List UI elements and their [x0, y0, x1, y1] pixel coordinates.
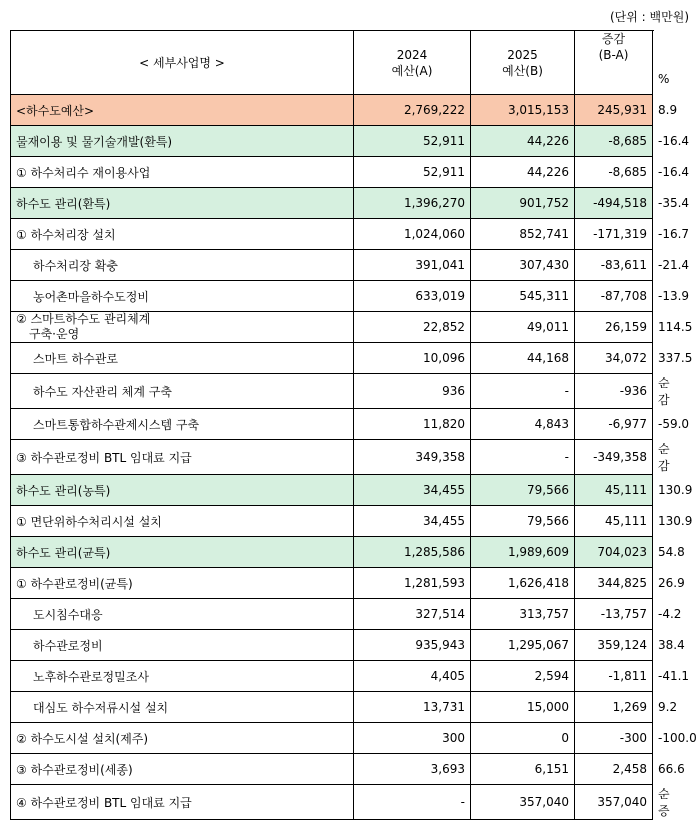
table-row: 하수처리장 확충 391,041 307,430 -83,611 -21.4 [11, 250, 653, 281]
table-row: 물재이용 및 물기술개발(환특) 52,911 44,226 -8,685 -16.4 [11, 126, 653, 157]
table-row: ① 하수관로정비(균특) 1,281,593 1,626,418 344,825 26.9 [11, 568, 653, 599]
header-2024: 2024 예산(A) [354, 31, 471, 95]
header-2025: 2025 예산(B) [471, 31, 575, 95]
table-row: 노후하수관로정밀조사 4,405 2,594 -1,811 -41.1 [11, 661, 653, 692]
table-row: 스마트통합하수관제시스템 구축 11,820 4,843 -6,977 -59.0 [11, 409, 653, 440]
budget-table: < 세부사업명 > 2024 예산(A) 2025 예산(B) 증감 (B-A) % <하수도예산> 2,769,222 3,015,153 245,931 8.9 물재이용 및 물기술개발(환특) 52,911 44,226 -8,685 -16.4 ① 하수처리수 재이용사업 52,911 44,226 -8,685 -16.4 하수도 관리(환특) 1,396,270 901,752 -494,518 -35.4 ① 하수처리장 설치 1,024,060 852,741 -171,319 -16.7 하수처리장 확충 391,041 307,430 -83,611 -21.4 농어촌마을하수도정비 633,019 545,311 -87,708 -13.9 ② 스마트하수도 관리체계 구축·운영 22,852 49,011 26,159 114.5 스마트 하수관로 10,096 44,168 34,072 337.5 하수도 자산관리 체계 구축 936 - -936 순감 스마트통합하수관제시스템 구축 11,820 4,843 -6,977 -59.0 ③ 하수관로정비 BTL 임대료 지급 349,358 - -349,358 순감 하수도 관리(농특) 34,455 79,566 45,111 130.9 ① 면단위하수처리시설 설치 34,455 79,566 45,111 130.9 하수도 관리(균특) 1,285,586 1,989,609 704,023 54.8 ① 하수관로정비(균특) 1,281,593 1,626,418 344,825 26.9 도시침수대응 327,514 313,757 -13,757 -4.2 하수관로정비 935,943 1,295,067 359,124 38.4 노후하수관로정밀조사 4,405 2,594 -1,811 -41.1 대심도 하수저류시설 설치 13,731 15,000 1,269 9.2 ② 하수도시설 설치(제주) 300 0 -300 -100.0 ③ 하수관로정비(세종) 3,693 6,151 2,458 66.6 ④ 하수관로정비 BTL 임대료 지급 - 357,040 357,040 순증 [10, 30, 653, 820]
header-change: 증감 (B-A) [575, 31, 653, 64]
table-row: 하수도 관리(환특) 1,396,270 901,752 -494,518 -35.4 [11, 188, 653, 219]
unit-label: (단위 : 백만원) [610, 10, 689, 24]
table-row: <하수도예산> 2,769,222 3,015,153 245,931 8.9 [11, 95, 653, 126]
table-row: ② 스마트하수도 관리체계 구축·운영 22,852 49,011 26,159 114.5 [11, 312, 653, 343]
table-row: ① 하수처리장 설치 1,024,060 852,741 -171,319 -16.7 [11, 219, 653, 250]
table-row: ④ 하수관로정비 BTL 임대료 지급 - 357,040 357,040 순증 [11, 785, 653, 820]
table-row: 스마트 하수관로 10,096 44,168 34,072 337.5 [11, 343, 653, 374]
table-row: 하수도 관리(균특) 1,285,586 1,989,609 704,023 54.8 [11, 537, 653, 568]
table-row: 농어촌마을하수도정비 633,019 545,311 -87,708 -13.9 [11, 281, 653, 312]
table-row: 하수관로정비 935,943 1,295,067 359,124 38.4 [11, 630, 653, 661]
table-row: ① 하수처리수 재이용사업 52,911 44,226 -8,685 -16.4 [11, 157, 653, 188]
table-row: ① 면단위하수처리시설 설치 34,455 79,566 45,111 130.9 [11, 506, 653, 537]
table-row: 대심도 하수저류시설 설치 13,731 15,000 1,269 9.2 [11, 692, 653, 723]
table-row: ③ 하수관로정비 BTL 임대료 지급 349,358 - -349,358 순감 [11, 440, 653, 475]
table-row: ② 하수도시설 설치(제주) 300 0 -300 -100.0 [11, 723, 653, 754]
table-row: 하수도 자산관리 체계 구축 936 - -936 순감 [11, 374, 653, 409]
table-row: ③ 하수관로정비(세종) 3,693 6,151 2,458 66.6 [11, 754, 653, 785]
table-row: 도시침수대응 327,514 313,757 -13,757 -4.2 [11, 599, 653, 630]
table-row: 하수도 관리(농특) 34,455 79,566 45,111 130.9 [11, 475, 653, 506]
header-item: < 세부사업명 > [11, 31, 354, 95]
